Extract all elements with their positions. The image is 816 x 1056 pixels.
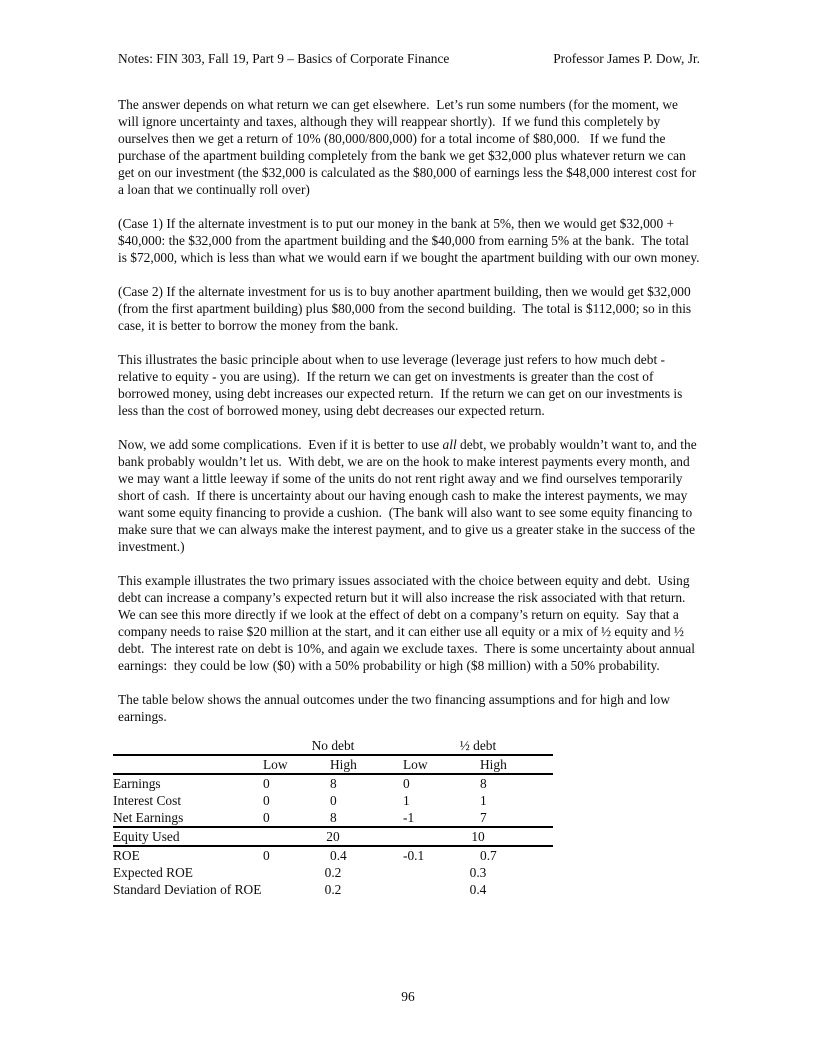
paragraph-complications bbox=[118, 436, 700, 555]
cell-value: 1 bbox=[403, 793, 410, 808]
group-header-no-debt: No debt bbox=[263, 737, 403, 755]
page-number: 96 bbox=[401, 989, 415, 1004]
group-header-spacer bbox=[113, 737, 263, 755]
cell-value: -1 bbox=[403, 809, 480, 827]
table-row-interest-cost bbox=[113, 792, 553, 809]
paragraph-equity-vs-debt: This example illustrates the two primary issues associated with the choice between equity and debt. Using debt can increase a company’s expected return but it will also increase the risk associated with that return. We can see this more directly if we look at the effect of debt on a company’s return on equity. Say that a company needs to raise $20 million at the start, and it can either use all equity or a mix of ½ equity and ½ debt. The interest rate on debt is 10%, and again we exclude taxes. There is some uncertainty about annual earnings: they could be low ($0) with a 50% probability or high ($8 million) with a 50% probability. bbox=[118, 573, 699, 673]
row-label: Net Earnings bbox=[113, 809, 263, 827]
cell-value: 8 bbox=[330, 809, 403, 827]
row-label: Equity Used bbox=[113, 827, 263, 846]
outcomes-table bbox=[113, 737, 553, 898]
table-group-header-row bbox=[113, 737, 553, 755]
cell-value: -0.1 bbox=[403, 848, 425, 863]
cell-value: 0.7 bbox=[480, 848, 497, 863]
cell-value: 0.3 bbox=[469, 865, 487, 880]
row-label: ROE bbox=[113, 848, 140, 863]
cell-value: 0.4 bbox=[469, 882, 487, 897]
table-row-roe bbox=[113, 846, 553, 864]
page-header bbox=[118, 50, 700, 67]
cell-value: 0.2 bbox=[324, 865, 342, 880]
header-course-title: Notes: FIN 303, Fall 19, Part 9 – Basics of Corporate Finance bbox=[118, 51, 450, 66]
cell-value: 0.4 bbox=[330, 848, 347, 863]
cell-value: 8 bbox=[330, 776, 337, 791]
column-header-low-halfdebt: Low bbox=[403, 755, 480, 774]
cell-value: 20 bbox=[263, 827, 403, 846]
table-row-stddev-roe bbox=[113, 881, 553, 898]
row-label: Expected ROE bbox=[113, 865, 193, 880]
cell-value: 0 bbox=[263, 793, 270, 808]
paragraph-case-2: (Case 2) If the alternate investment for us is to buy another apartment building, then we would get $32,000 (from the first apartment building) plus $80,000 from the second building. The total is $112,000; so in this case, it is better to borrow the money from the bank. bbox=[118, 284, 695, 333]
paragraph-complications-start: Now, we add some complications. Even if it is better to use bbox=[118, 437, 443, 452]
row-label: Earnings bbox=[113, 776, 161, 791]
cell-value: 0 bbox=[330, 793, 337, 808]
paragraph-intro: The answer depends on what return we can get elsewhere. Let’s run some numbers (for the moment, we will ignore uncertainty and taxes, although they will reappear shortly). If we fund this completely by ourselves then we get a return of 10% (80,000/800,000) for a total income of $80,000. If we fund the purchase of the apartment building completely from the bank we get $32,000 plus whatever return we can get on our investment (the $32,000 is calculated as the $80,000 of earnings less the $48,000 interest cost for a loan that we continually roll over) bbox=[118, 97, 700, 197]
table-row-earnings bbox=[113, 774, 553, 792]
cell-value: 0 bbox=[263, 848, 270, 863]
paragraph-complications-end: debt, we probably wouldn’t want to, and the bank probably wouldn’t let us. With debt, we are on the hook to make interest payments every month, and we may want a little leeway if some of the units do not rent right away and we find ourselves temporarily short of cash. If there is uncertainty about our having enough cash to make the interest payments, we may want some equity financing to provide a cushion. (The bank will also want to see some equity financing to make sure that we can always make the interest payment, and to give us a greater stake in the success of the investment.) bbox=[118, 437, 701, 554]
cell-value: 0 bbox=[263, 776, 270, 791]
column-header-high-nodebt: High bbox=[330, 755, 403, 774]
header-professor: Professor James P. Dow, Jr. bbox=[553, 51, 700, 66]
cell-value: 0 bbox=[263, 809, 330, 827]
column-header-spacer bbox=[113, 755, 263, 774]
table-row-net-earnings bbox=[113, 809, 553, 827]
cell-value: 0.2 bbox=[324, 882, 342, 897]
cell-value: 0 bbox=[403, 776, 410, 791]
table-column-header-row bbox=[113, 755, 553, 774]
cell-value: 10 bbox=[403, 827, 553, 846]
paragraph-case-1: (Case 1) If the alternate investment is to put our money in the bank at 5%, then we would get $32,000 + $40,000: the $32,000 from the apartment building and the $40,000 from earning 5% at the bank. The total is $72,000, which is less than what we would earn if we bought the apartment building with our own money. bbox=[118, 216, 700, 265]
table-row-expected-roe bbox=[113, 864, 553, 881]
row-label: Standard Deviation of ROE bbox=[113, 882, 262, 897]
cell-value: 1 bbox=[480, 793, 487, 808]
column-header-low-nodebt: Low bbox=[263, 755, 330, 774]
column-header-high-halfdebt: High bbox=[480, 755, 553, 774]
page-content bbox=[113, 50, 701, 898]
row-label: Interest Cost bbox=[113, 793, 182, 808]
table-row-equity-used bbox=[113, 827, 553, 846]
cell-value: 8 bbox=[480, 776, 487, 791]
paragraph-complications-emphasis: all bbox=[442, 437, 457, 452]
group-header-half-debt: ½ debt bbox=[403, 737, 553, 755]
paragraph-leverage-principle: This illustrates the basic principle about when to use leverage (leverage just refers to how much debt - relative to equity - you are using). If the return we can get on investments is greater than the cost of borrowed money, using debt increases our expected return. If the return we can get on our investments is less than the cost of borrowed money, using debt decreases our expected return. bbox=[118, 352, 686, 418]
paragraph-table-lead-in: The table below shows the annual outcomes under the two financing assumptions and for high and low earnings. bbox=[118, 692, 674, 724]
cell-value: 7 bbox=[480, 809, 553, 827]
